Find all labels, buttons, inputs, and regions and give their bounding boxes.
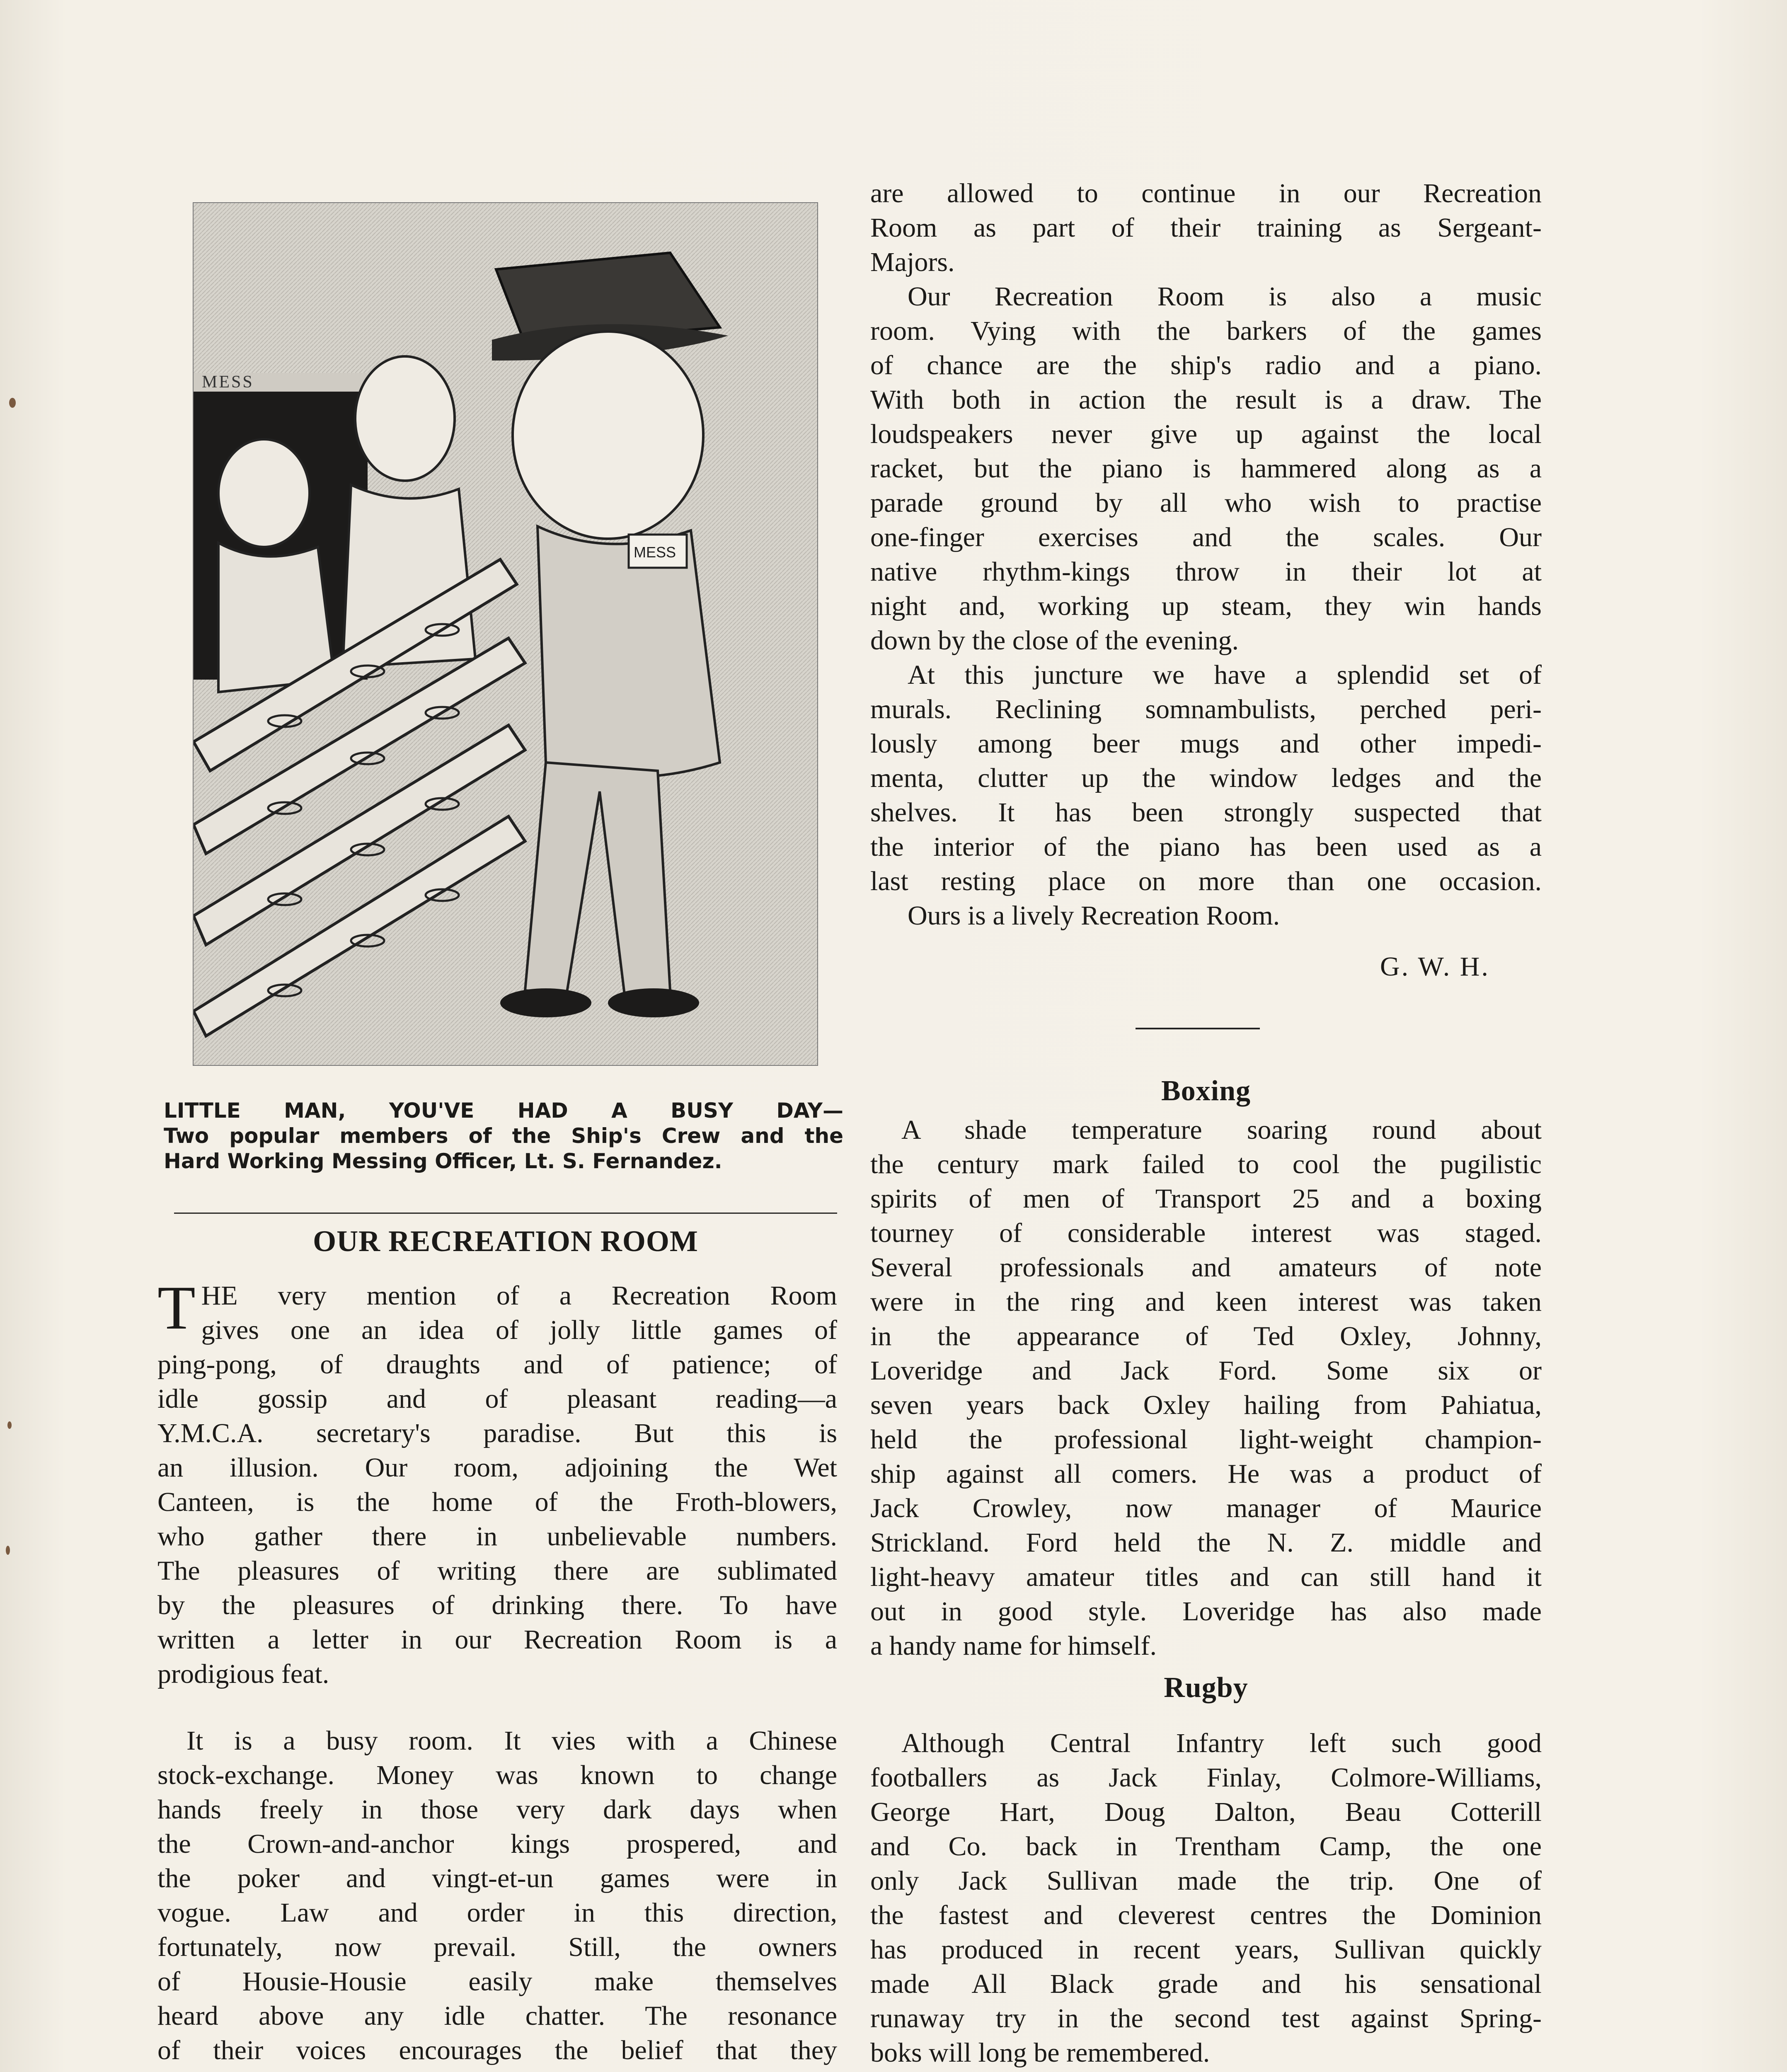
text-line: stock-exchange. Money was known to change — [157, 1760, 837, 1790]
text-line: loudspeakers never give up against the local — [870, 419, 1542, 449]
text-line: by the pleasures of drinking there. To have — [157, 1590, 837, 1620]
text-line: shelves. It has been strongly suspected that — [870, 797, 1542, 828]
text-line: heard above any idle chatter. The resonance — [157, 2001, 837, 2031]
text-line: the Crown-and-anchor kings prospered, and — [157, 1829, 837, 1859]
boxing-section — [870, 1113, 1542, 1663]
text-line: last resting place on more than one occasion. — [870, 866, 1542, 896]
text-line: down by the close of the evening. — [870, 625, 1239, 656]
text-line: With both in action the result is a draw. The — [870, 385, 1542, 415]
text-line: tourney of considerable interest was staged. — [870, 1218, 1542, 1248]
text-line: out in good style. Loveridge has also made — [870, 1596, 1542, 1627]
mess-sign: MESS — [202, 373, 254, 392]
paragraph-3 — [870, 176, 1542, 279]
text-line: racket, but the piano is hammered along as a — [870, 453, 1542, 484]
caption-line: Two popular members of the Ship's Crew and the — [164, 1124, 843, 1148]
text-line: of Housie-Housie easily make themselves — [157, 1966, 837, 1997]
author-signature: G. W. H. — [1380, 951, 1490, 982]
text-line: It is a busy room. It vies with a Chinese — [186, 1726, 837, 1756]
text-line: and Co. back in Trentham Camp, the one — [870, 1831, 1542, 1861]
text-line: one-finger exercises and the scales. Our — [870, 522, 1542, 552]
text-line: idle gossip and of pleasant reading—a — [157, 1384, 837, 1414]
text-line: light-heavy amateur titles and can still hand it — [870, 1562, 1542, 1592]
text-line: Loveridge and Jack Ford. Some six or — [870, 1356, 1542, 1386]
text-line: spirits of men of Transport 25 and a boxing — [870, 1184, 1542, 1214]
text-line: a handy name for himself. — [870, 1631, 1157, 1661]
drop-cap: T — [157, 1273, 196, 1342]
boxing-title: Boxing — [1161, 1075, 1251, 1107]
text-line: in the appearance of Ted Oxley, Johnny, — [870, 1321, 1542, 1351]
text-line: Y.M.C.A. secretary's paradise. But this is — [157, 1418, 837, 1448]
text-line: of their voices encourages the belief that they — [157, 2035, 837, 2065]
text-line: written a letter in our Recreation Room is a — [157, 1624, 837, 1655]
text-line: Ours is a lively Recreation Room. — [908, 900, 1280, 931]
text-line: Jack Crowley, now manager of Maurice — [870, 1493, 1542, 1523]
text-line: gives one an idea of jolly little games of — [201, 1315, 837, 1345]
text-line: ping-pong, of draughts and of patience; of — [157, 1349, 837, 1380]
text-line: runaway try in the second test against Spring- — [870, 2003, 1542, 2033]
paragraph-6 — [870, 898, 1542, 933]
text-line: are allowed to continue in our Recreation — [870, 178, 1542, 208]
text-line: fortunately, now prevail. Still, the owners — [157, 1932, 837, 1962]
text-line: night and, working up steam, they win hands — [870, 591, 1542, 621]
text-line: Strickland. Ford held the N. Z. middle and — [870, 1527, 1542, 1558]
rugby-paragraph — [870, 1726, 1542, 2070]
text-line: HE very mention of a Recreation Room — [201, 1280, 837, 1311]
article-title: OUR RECREATION ROOM — [313, 1225, 698, 1258]
text-line: the century mark failed to cool the pugilistic — [870, 1149, 1542, 1179]
rugby-title: Rugby — [1164, 1672, 1248, 1704]
text-line: footballers as Jack Finlay, Colmore-Williams, — [870, 1762, 1542, 1793]
text-line: boks will long be remembered. — [870, 2038, 1210, 2068]
text-line: seven years back Oxley hailing from Pahiatua, — [870, 1390, 1542, 1420]
paragraph-5 — [870, 658, 1542, 898]
paragraph-4 — [870, 279, 1542, 658]
text-line: At this juncture we have a splendid set of — [908, 660, 1542, 690]
text-line: has produced in recent years, Sullivan quickly — [870, 1934, 1542, 1965]
text-line: were in the ring and keen interest was taken — [870, 1287, 1542, 1317]
binding-mark — [9, 398, 16, 408]
text-line: vogue. Law and order in this direction, — [157, 1898, 837, 1928]
binding-mark — [6, 1546, 10, 1555]
text-line: the fastest and cleverest centres the Dominion — [870, 1900, 1542, 1930]
text-line: of chance are the ship's radio and a piano. — [870, 350, 1542, 380]
text-line: room. Vying with the barkers of the games — [870, 316, 1542, 346]
paragraph-1 — [157, 1273, 837, 1691]
text-line: Our Recreation Room is also a music — [908, 281, 1542, 312]
text-line: murals. Reclining somnambulists, perched peri- — [870, 694, 1542, 724]
text-line: the poker and vingt-et-un games were in — [157, 1863, 837, 1893]
section-divider — [1136, 1028, 1260, 1029]
binding-mark — [7, 1421, 12, 1429]
text-line: made All Black grade and his sensational — [870, 1969, 1542, 1999]
rugby-section — [870, 1726, 1542, 2070]
text-line: George Hart, Doug Dalton, Beau Cotterill — [870, 1797, 1542, 1827]
article-body-right — [870, 176, 1542, 933]
text-line: an illusion. Our room, adjoining the Wet — [157, 1452, 837, 1483]
text-line: A shade temperature soaring round about — [901, 1115, 1542, 1145]
text-line: The pleasures of writing there are sublimated — [157, 1556, 837, 1586]
text-line: the interior of the piano has been used as a — [870, 832, 1542, 862]
text-line: only Jack Sullivan made the trip. One of — [870, 1866, 1542, 1896]
text-line: Although Central Infantry left such good — [901, 1728, 1542, 1758]
text-line: hands freely in those very dark days when — [157, 1794, 837, 1825]
caption-line: Hard Working Messing Officer, Lt. S. Fernandez. — [164, 1149, 722, 1173]
text-line: Canteen, is the home of the Froth-blowers, — [157, 1487, 837, 1517]
text-line: lously among beer mugs and other impedi- — [870, 729, 1542, 759]
text-line: menta, clutter up the window ledges and the — [870, 763, 1542, 793]
text-line: who gather there in unbelievable numbers. — [157, 1521, 837, 1552]
boxing-paragraph — [870, 1113, 1542, 1663]
text-line: parade ground by all who wish to practise — [870, 488, 1542, 518]
article-body-left — [157, 1273, 837, 2067]
text-line: native rhythm-kings throw in their lot at — [870, 557, 1542, 587]
divider — [174, 1213, 837, 1214]
text-line: Majors. — [870, 247, 955, 277]
illustration-caption — [164, 1098, 843, 1174]
caricature-illustration — [193, 202, 818, 1066]
text-line: ship against all comers. He was a product of — [870, 1459, 1542, 1489]
text-line: prodigious feat. — [157, 1659, 329, 1689]
text-line: held the professional light-weight champion- — [870, 1424, 1542, 1455]
text-line: Several professionals and amateurs of note — [870, 1252, 1542, 1283]
caption-line: LITTLE MAN, YOU'VE HAD A BUSY DAY— — [164, 1099, 843, 1123]
armband-text: MESS — [634, 544, 676, 561]
text-line: Room as part of their training as Sergeant- — [870, 213, 1542, 243]
paragraph-2 — [157, 1723, 837, 2067]
